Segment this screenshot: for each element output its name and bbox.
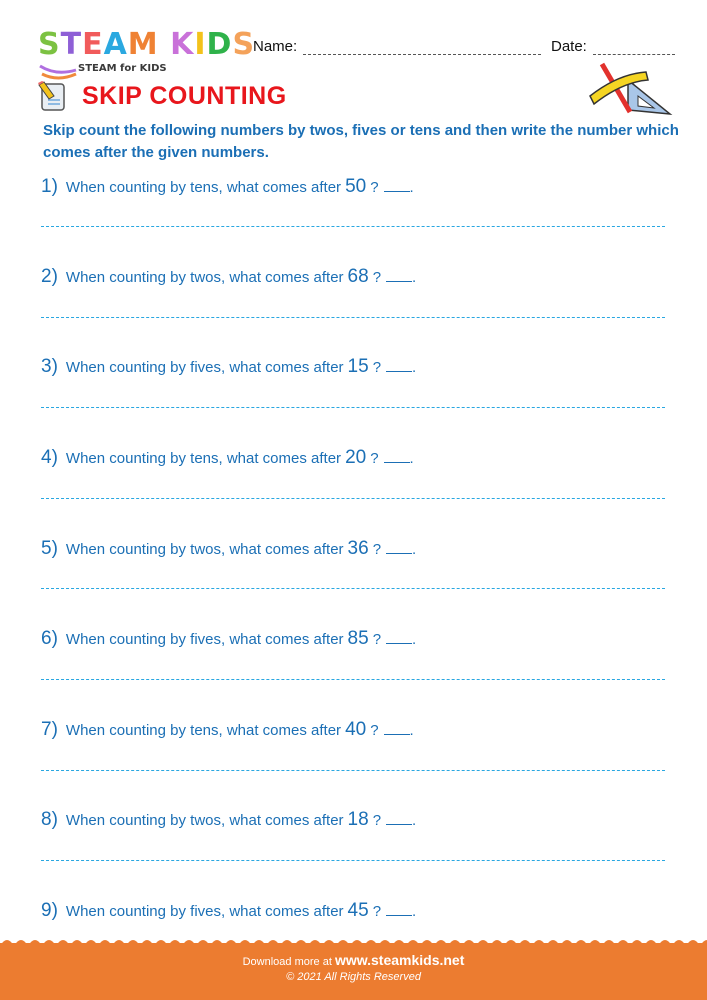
instructions: Skip count the following numbers by twos, fives or tens and then write the number which comes after the given numbers. (43, 122, 679, 161)
answer-line-8[interactable] (41, 860, 665, 861)
question-mark: ? (372, 359, 382, 376)
question-2: 2) When counting by twos, what comes after 68 ? . (41, 266, 417, 287)
answer-blank[interactable] (386, 823, 412, 825)
logo-wordmark: STEAM KIDS (38, 27, 256, 62)
question-number: 3) (41, 356, 58, 377)
question-mark: ? (372, 812, 382, 829)
question-number: 4) (41, 447, 58, 468)
steam-kids-logo (38, 27, 256, 80)
question-7: 7) When counting by tens, what comes after 40 ? . (41, 719, 414, 740)
question-number: 1) (41, 176, 58, 197)
question-number: 6) (41, 628, 58, 649)
answer-line-4[interactable] (41, 498, 665, 499)
question-text: When counting by twos, what comes after (65, 269, 344, 286)
title-row (36, 80, 287, 112)
name-label: Name: (253, 38, 298, 55)
question-4: 4) When counting by tens, what comes after 20 ? . (41, 447, 414, 468)
footer-copyright: © 2021 All Rights Reserved (286, 971, 421, 983)
answer-line-3[interactable] (41, 407, 665, 408)
question-value: 85 (347, 628, 369, 649)
question-mark: ? (372, 631, 382, 648)
ruler-pencil-icon (588, 60, 674, 118)
question-9: 9) When counting by fives, what comes after 45 ? . (41, 900, 417, 921)
question-text: When counting by twos, what comes after (65, 541, 344, 558)
date-label: Date: (551, 38, 587, 55)
question-text: When counting by fives, what comes after (65, 631, 344, 648)
question-value: 68 (347, 266, 369, 287)
pencil-paper-icon (36, 80, 68, 112)
name-field[interactable] (253, 38, 541, 55)
answer-line-5[interactable] (41, 588, 665, 589)
date-field[interactable] (551, 38, 675, 55)
question-number: 2) (41, 266, 58, 287)
footer-download-label: Download more at (242, 956, 332, 968)
question-value: 15 (347, 356, 369, 377)
question-value: 36 (347, 538, 369, 559)
logo-subtitle: STEAM for KIDS (78, 63, 167, 74)
question-mark: ? (372, 541, 382, 558)
question-text: When counting by fives, what comes after (65, 359, 344, 376)
answer-blank[interactable] (386, 552, 412, 554)
answer-blank[interactable] (386, 642, 412, 644)
question-6: 6) When counting by fives, what comes after 85 ? . (41, 628, 417, 649)
question-value: 20 (345, 447, 367, 468)
question-1: 1) When counting by tens, what comes after 50 ? . (41, 176, 414, 197)
question-number: 8) (41, 809, 58, 830)
question-text: When counting by tens, what comes after (65, 722, 342, 739)
answer-line-7[interactable] (41, 770, 665, 771)
question-mark: ? (372, 269, 382, 286)
answer-blank[interactable] (384, 461, 410, 463)
question-mark: ? (370, 722, 379, 739)
question-text: When counting by tens, what comes after (65, 179, 342, 196)
question-value: 50 (345, 176, 367, 197)
answer-line-6[interactable] (41, 679, 665, 680)
answer-blank[interactable] (386, 370, 412, 372)
answer-line-2[interactable] (41, 317, 665, 318)
question-number: 7) (41, 719, 58, 740)
answer-blank[interactable] (384, 190, 410, 192)
question-number: 9) (41, 900, 58, 921)
question-8: 8) When counting by twos, what comes after 18 ? . (41, 809, 417, 830)
date-input-line[interactable] (593, 40, 675, 55)
question-text: When counting by twos, what comes after (65, 812, 344, 829)
page-title: SKIP COUNTING (82, 81, 287, 110)
question-mark: ? (372, 903, 382, 920)
question-text: When counting by tens, what comes after (65, 450, 342, 467)
answer-line-1[interactable] (41, 226, 665, 227)
answer-blank[interactable] (384, 733, 410, 735)
question-5: 5) When counting by twos, what comes after 36 ? . (41, 538, 417, 559)
answer-blank[interactable] (386, 280, 412, 282)
footer-download (0, 952, 707, 968)
question-value: 45 (347, 900, 369, 921)
question-text: When counting by fives, what comes after (65, 903, 344, 920)
question-value: 40 (345, 719, 367, 740)
question-value: 18 (347, 809, 369, 830)
footer-url-link[interactable]: www.steamkids.net (334, 952, 465, 968)
question-mark: ? (370, 450, 379, 467)
question-number: 5) (41, 538, 58, 559)
question-3: 3) When counting by fives, what comes after 15 ? . (41, 356, 417, 377)
question-mark: ? (370, 179, 379, 196)
answer-blank[interactable] (386, 914, 412, 916)
name-input-line[interactable] (303, 40, 541, 55)
